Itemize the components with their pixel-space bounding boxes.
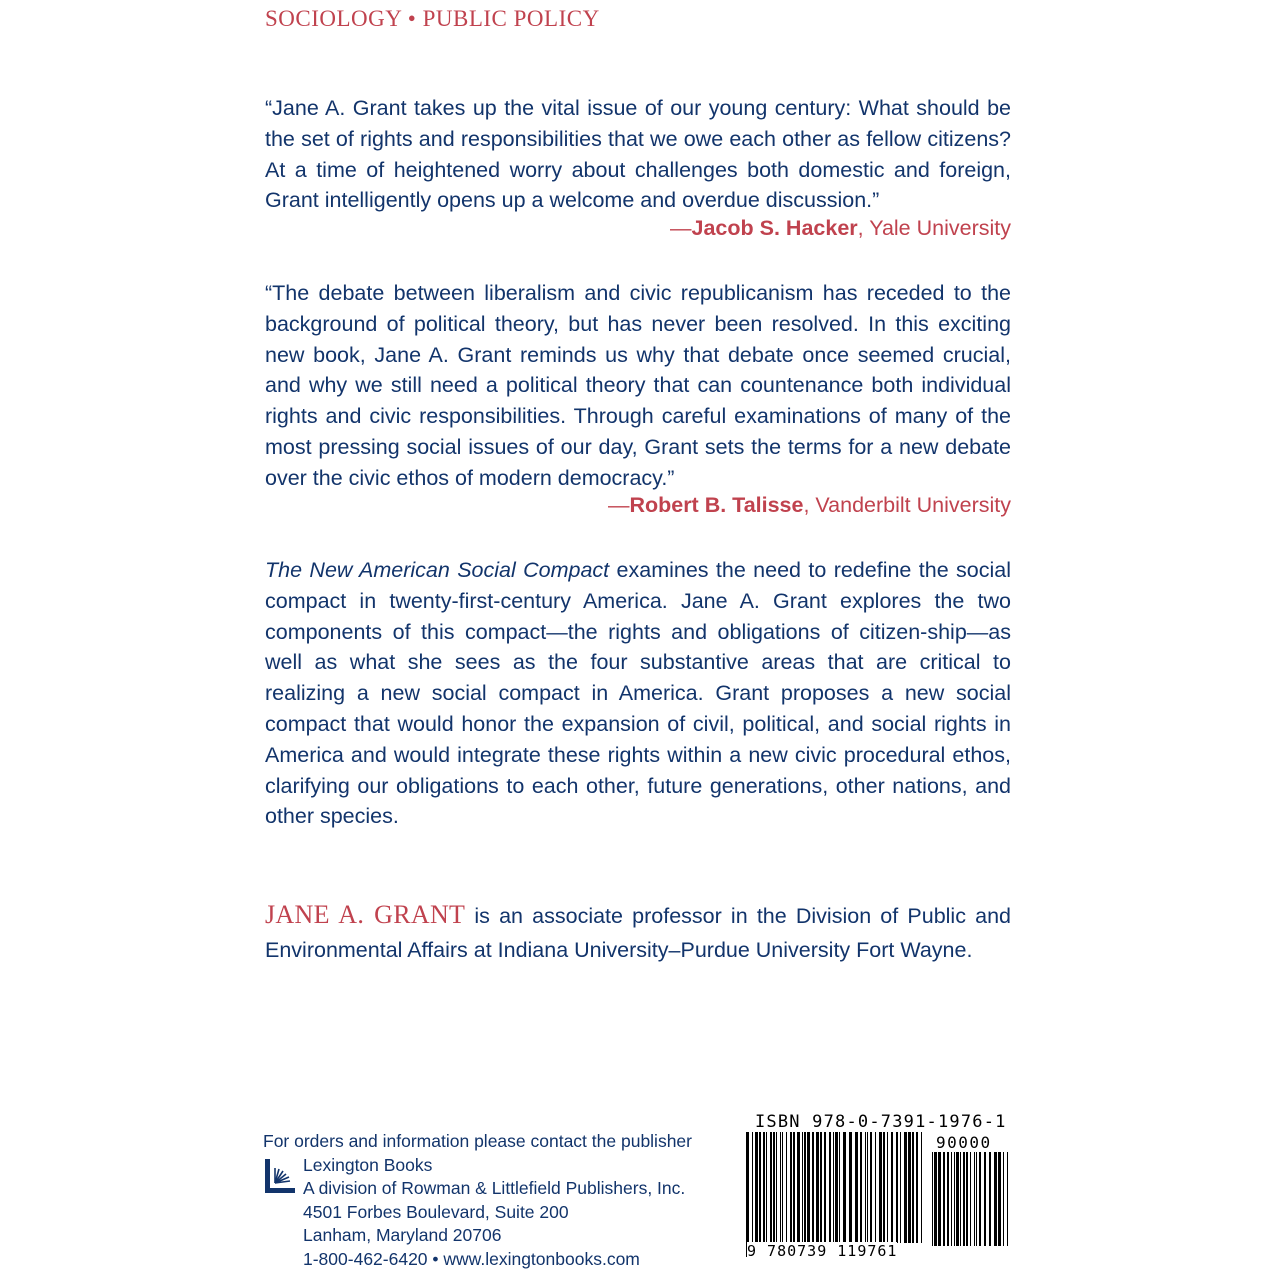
barcode-bar (900, 1132, 901, 1243)
barcode-bar (780, 1132, 781, 1243)
endorser-affiliation: , Vanderbilt University (803, 493, 1011, 517)
barcode-bar (746, 1132, 749, 1257)
publisher-details (303, 1154, 685, 1271)
barcode-bar (870, 1132, 872, 1243)
barcode-bar (812, 1132, 814, 1243)
barcode-bar (934, 1152, 937, 1246)
endorser-affiliation: , Yale University (858, 216, 1011, 240)
barcode-bar (802, 1132, 803, 1243)
barcode-bar (875, 1132, 876, 1243)
description-text: examines the need to redefine the social compact in twenty-first-century America. Jane A. Grant explores the two components of this compact—the rights and obligations of citizen-ship—as well as what she sees as the four substantive areas that are critical to realizing a new social compact in America. Grant proposes a new social compact that would honor the expansion of civil, political, and social rights in America and would integrate these rights within a new civic procedural ethos, clarifying our obligations to each other, future generations, other nations, and other species. (265, 558, 1011, 828)
barcode-bar (776, 1132, 777, 1243)
barcode-bar (883, 1132, 885, 1243)
barcode-bar (867, 1132, 868, 1257)
publisher-heading: For orders and information please contact the publisher (263, 1130, 692, 1154)
category-label: SOCIOLOGY • PUBLIC POLICY (265, 6, 600, 32)
price-code: 90000 (936, 1133, 992, 1152)
barcode-bar (938, 1152, 941, 1246)
barcode-bar (755, 1132, 758, 1243)
endorsement-quote-2 (265, 278, 1011, 494)
barcode-bar (1007, 1152, 1008, 1246)
barcode-bar (782, 1132, 783, 1243)
attribution-dash: — (608, 493, 630, 517)
barcode-bar (833, 1132, 834, 1243)
isbn-barcode (746, 1132, 926, 1257)
book-description (265, 555, 1011, 832)
barcode-bar (865, 1132, 866, 1257)
barcode-bar (786, 1132, 787, 1243)
barcode-bar (984, 1152, 986, 1246)
barcode-bar (855, 1132, 858, 1243)
publisher-division: A division of Rowman & Littlefield Publishers, Inc. (303, 1177, 685, 1201)
endorsement-quote-1 (265, 93, 1011, 216)
barcode-bar (979, 1152, 981, 1246)
barcode-bar (989, 1152, 991, 1246)
author-bio-text: is an associate professor in the Division of Public and Environmental Affairs at Indiana University–Purdue University Fort Wayne. (265, 904, 1011, 962)
barcode-bar (839, 1132, 840, 1243)
barcode-bar (829, 1132, 831, 1243)
endorser-name: Robert B. Talisse (629, 493, 803, 517)
barcode-bar (932, 1152, 933, 1246)
barcode-bar (793, 1132, 795, 1243)
book-title: The New American Social Compact (265, 558, 609, 582)
barcode-bar (770, 1132, 772, 1243)
barcode-bar (879, 1132, 882, 1243)
barcode-bar (976, 1152, 977, 1246)
barcode-bar (860, 1132, 862, 1243)
publisher-address-2: Lanham, Maryland 20706 (303, 1224, 685, 1248)
barcode-bar (896, 1132, 898, 1243)
lexington-logo-icon (263, 1156, 299, 1196)
barcode-bar (820, 1132, 822, 1243)
barcode-bar (921, 1132, 922, 1243)
author-name: JANE A. GRANT (265, 900, 465, 929)
barcode-bar (954, 1152, 955, 1246)
barcode-bar (974, 1152, 975, 1246)
author-bio (265, 898, 1011, 967)
barcode-bar (816, 1132, 819, 1243)
publisher-info (263, 1130, 692, 1154)
barcode-bar (824, 1132, 826, 1243)
barcode-bar (943, 1152, 945, 1246)
barcode-bar (766, 1132, 767, 1243)
barcode-bar (773, 1132, 775, 1243)
quote-text: “Jane A. Grant takes up the vital issue of our young century: What should be the set of rights and responsibilities that we owe each other as fellow citizens? At a time of heightened worry about challenges both domestic and foreign, Grant intelligently opens up a welcome and overdue discussion.” (265, 96, 1011, 212)
barcode-bar (956, 1152, 959, 1246)
barcode-bar (807, 1132, 810, 1243)
endorsement-attribution-2 (608, 493, 1011, 518)
barcode-bar (759, 1132, 761, 1243)
attribution-dash: — (670, 216, 692, 240)
barcode-bar (849, 1132, 852, 1243)
quote-text: “The debate between liberalism and civic republicanism has receded to the background of political theory, but has never been resolved. In this exciting new book, Jane A. Grant reminds us why that debate once seemed crucial, and why we still need a political theory that can countenance both individual rights and civic responsibilities. Through careful examinations of many of the most pressing social issues of our day, Grant sets the terms for a new debate over the civic ethos of modern democracy.” (265, 281, 1011, 490)
barcode-bar (947, 1152, 949, 1246)
barcode-bar (752, 1132, 753, 1257)
barcode-bar (790, 1132, 792, 1243)
isbn-label: ISBN 978-0-7391-1976-1 (755, 1112, 1007, 1132)
barcode-bar (835, 1132, 838, 1243)
publisher-contact: 1-800-462-6420 • www.lexingtonbooks.com (303, 1248, 685, 1271)
endorsement-attribution-1 (670, 216, 1011, 241)
barcode-bar (916, 1132, 918, 1243)
barcode-bar (887, 1132, 888, 1243)
publisher-name: Lexington Books (303, 1154, 685, 1178)
barcode-bar (963, 1152, 965, 1246)
endorser-name: Jacob S. Hacker (692, 216, 858, 240)
barcode-bar (994, 1152, 997, 1246)
publisher-address-1: 4501 Forbes Boulevard, Suite 200 (303, 1201, 685, 1225)
barcode-bar (970, 1152, 971, 1246)
price-barcode (932, 1152, 1012, 1260)
barcode-bar (908, 1132, 911, 1243)
barcode-bar (843, 1132, 846, 1243)
barcode-number: 9 780739 119761 (747, 1242, 897, 1260)
barcode-bar (904, 1132, 907, 1243)
barcode-bar (912, 1132, 914, 1243)
barcode-bar (797, 1132, 800, 1243)
barcode-bar (966, 1152, 968, 1246)
barcode-bar (960, 1152, 961, 1246)
barcode-bar (891, 1132, 893, 1243)
barcode-bar (1003, 1152, 1004, 1246)
barcode-bar (804, 1132, 806, 1243)
barcode-bar (998, 1152, 1001, 1246)
barcode-bar (763, 1132, 765, 1243)
barcode-bar (951, 1152, 952, 1246)
